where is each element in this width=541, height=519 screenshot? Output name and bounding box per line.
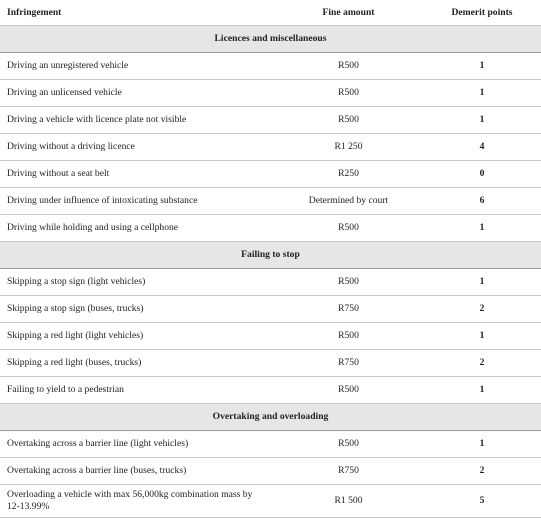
infringement-cell: Driving while holding and using a cellphone bbox=[0, 215, 274, 242]
infringement-cell: Failing to yield to a pedestrian bbox=[0, 377, 274, 404]
demerit-cell: 2 bbox=[423, 296, 541, 323]
section-title: Failing to stop bbox=[0, 242, 541, 269]
demerit-cell: 4 bbox=[423, 134, 541, 161]
infringement-cell: Driving without a seat belt bbox=[0, 161, 274, 188]
table-row bbox=[0, 296, 541, 323]
demerit-cell: 1 bbox=[423, 215, 541, 242]
table-row bbox=[0, 134, 541, 161]
fine-cell: Determined by court bbox=[274, 188, 423, 215]
demerit-cell: 2 bbox=[423, 458, 541, 485]
section-header bbox=[0, 242, 541, 269]
table-row bbox=[0, 269, 541, 296]
header-fine-amount: Fine amount bbox=[274, 0, 423, 26]
fine-cell: R500 bbox=[274, 53, 423, 80]
fine-cell: R750 bbox=[274, 458, 423, 485]
demerit-cell: 1 bbox=[423, 269, 541, 296]
section-title: Licences and miscellaneous bbox=[0, 26, 541, 53]
header-demerit-points: Demerit points bbox=[423, 0, 541, 26]
infringement-cell: Driving a vehicle with licence plate not visible bbox=[0, 107, 274, 134]
demerit-cell: 0 bbox=[423, 161, 541, 188]
table-row bbox=[0, 485, 541, 518]
section-title: Overtaking and overloading bbox=[0, 404, 541, 431]
infringement-cell: Driving without a driving licence bbox=[0, 134, 274, 161]
fine-cell: R250 bbox=[274, 161, 423, 188]
table-row bbox=[0, 161, 541, 188]
fine-cell: R500 bbox=[274, 431, 423, 458]
fine-cell: R500 bbox=[274, 215, 423, 242]
infringement-cell: Overtaking across a barrier line (buses, trucks) bbox=[0, 458, 274, 485]
table-row bbox=[0, 350, 541, 377]
fine-cell: R1 500 bbox=[274, 485, 423, 518]
header-infringement: Infringement bbox=[0, 0, 274, 26]
demerit-cell: 1 bbox=[423, 80, 541, 107]
infringement-cell: Driving under influence of intoxicating substance bbox=[0, 188, 274, 215]
infringement-cell: Overloading a vehicle with max 56,000kg combination mass by 12-13.99% bbox=[0, 485, 274, 518]
fine-cell: R500 bbox=[274, 323, 423, 350]
table-row bbox=[0, 431, 541, 458]
section-header bbox=[0, 404, 541, 431]
infringement-cell: Skipping a stop sign (buses, trucks) bbox=[0, 296, 274, 323]
table-row bbox=[0, 53, 541, 80]
section-header bbox=[0, 26, 541, 53]
fine-cell: R1 250 bbox=[274, 134, 423, 161]
fine-cell: R750 bbox=[274, 350, 423, 377]
header-row bbox=[0, 0, 541, 26]
demerit-cell: 1 bbox=[423, 431, 541, 458]
demerit-cell: 6 bbox=[423, 188, 541, 215]
infringement-cell: Driving an unregistered vehicle bbox=[0, 53, 274, 80]
table-body bbox=[0, 26, 541, 518]
table-row bbox=[0, 215, 541, 242]
table-row bbox=[0, 323, 541, 350]
infringement-cell: Skipping a red light (light vehicles) bbox=[0, 323, 274, 350]
demerit-cell: 1 bbox=[423, 53, 541, 80]
table-row bbox=[0, 80, 541, 107]
demerit-cell: 1 bbox=[423, 323, 541, 350]
fine-cell: R500 bbox=[274, 80, 423, 107]
table-row bbox=[0, 377, 541, 404]
table-row bbox=[0, 458, 541, 485]
infringement-cell: Skipping a red light (buses, trucks) bbox=[0, 350, 274, 377]
fine-cell: R500 bbox=[274, 269, 423, 296]
demerit-cell: 1 bbox=[423, 377, 541, 404]
fine-cell: R500 bbox=[274, 377, 423, 404]
table-row bbox=[0, 188, 541, 215]
fine-cell: R750 bbox=[274, 296, 423, 323]
table-row bbox=[0, 107, 541, 134]
infringement-cell: Driving an unlicensed vehicle bbox=[0, 80, 274, 107]
infringement-cell: Overtaking across a barrier line (light vehicles) bbox=[0, 431, 274, 458]
demerit-cell: 5 bbox=[423, 485, 541, 518]
fine-cell: R500 bbox=[274, 107, 423, 134]
demerit-cell: 2 bbox=[423, 350, 541, 377]
demerit-cell: 1 bbox=[423, 107, 541, 134]
infringement-cell: Skipping a stop sign (light vehicles) bbox=[0, 269, 274, 296]
